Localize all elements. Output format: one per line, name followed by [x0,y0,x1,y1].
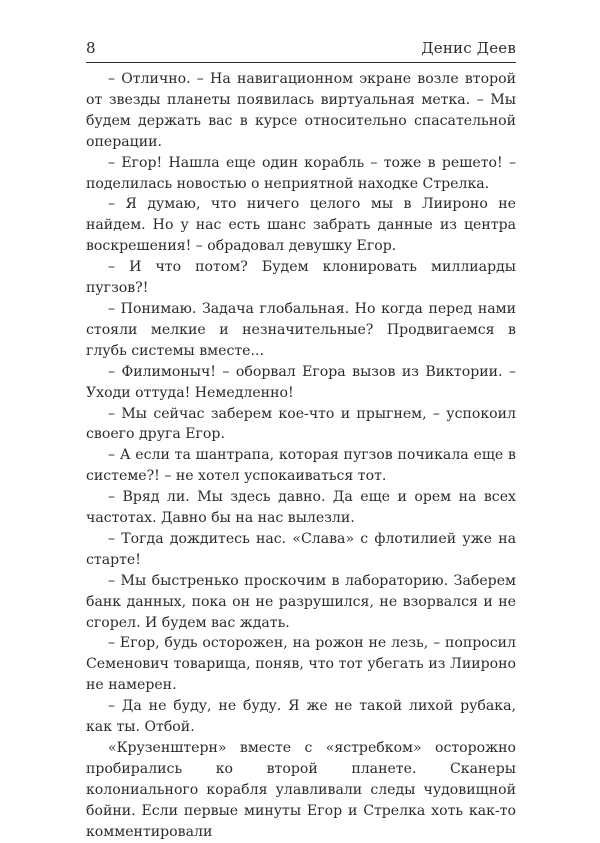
running-author: Денис Деев [421,39,516,57]
paragraph: – Тогда дождитесь нас. «Слава» с флотилией уже на старте! [86,530,516,568]
paragraph: – А если та шантрапа, которая пугзов почикала еще в системе?! – не хотел успокаиваться тот. [86,447,516,485]
running-header [86,38,516,58]
paragraph: «Крузенштерн» вместе с «ястребком» осторожно пробирались ко второй планете. Сканеры колониального корабля улавливали следы чудовищной бойни. Если первые минуты Егор и Стрелка хоть как-то комментировали [86,740,516,840]
paragraph: – Отлично. – На навигационном экране возле второй от звезды планеты появилась виртуальная метка. – Мы будем держать вас в курсе относительно спасательной операции. [86,71,516,150]
page-number: 8 [86,39,96,57]
paragraph: – Егор! Нашла еще один корабль – тоже в решето! – поделилась новостью о неприятной находке Стрелка. [86,154,516,192]
paragraph: – Вряд ли. Мы здесь давно. Да еще и орем на всех частотах. Давно бы на нас вылезли. [86,489,516,527]
paragraph: – И что потом? Будем клонировать миллиарды пугзов?! [86,259,516,297]
header-divider [86,62,516,63]
paragraph: – Егор, будь осторожен, на рожон не лезь, – попросил Семенович товарища, поняв, что тот убегать из Лиироно не намерен. [86,635,516,694]
body-text [86,69,516,843]
paragraph: – Мы быстренько проскочим в лабораторию. Заберем банк данных, пока он не разрушился, не взорвался и не сгорел. И будем вас ждать. [86,572,516,631]
book-page [86,38,516,843]
paragraph: – Мы сейчас заберем кое-что и прыгнем, – успокоил своего друга Егор. [86,405,516,443]
paragraph: – Да не буду, не буду. Я же не такой лихой рубака, как ты. Отбой. [86,698,516,736]
paragraph: – Филимоныч! – оборвал Егора вызов из Виктории. – Уходи оттуда! Немедленно! [86,363,516,401]
paragraph: – Я думаю, что ничего целого мы в Лиироно не найдем. Но у нас есть шанс забрать данные из центра воскрешения! – обрадовал девушку Егор. [86,196,516,255]
paragraph: – Понимаю. Задача глобальная. Но когда перед нами стояли мелкие и незначительные? Продвигаемся в глубь системы вместе... [86,300,516,359]
